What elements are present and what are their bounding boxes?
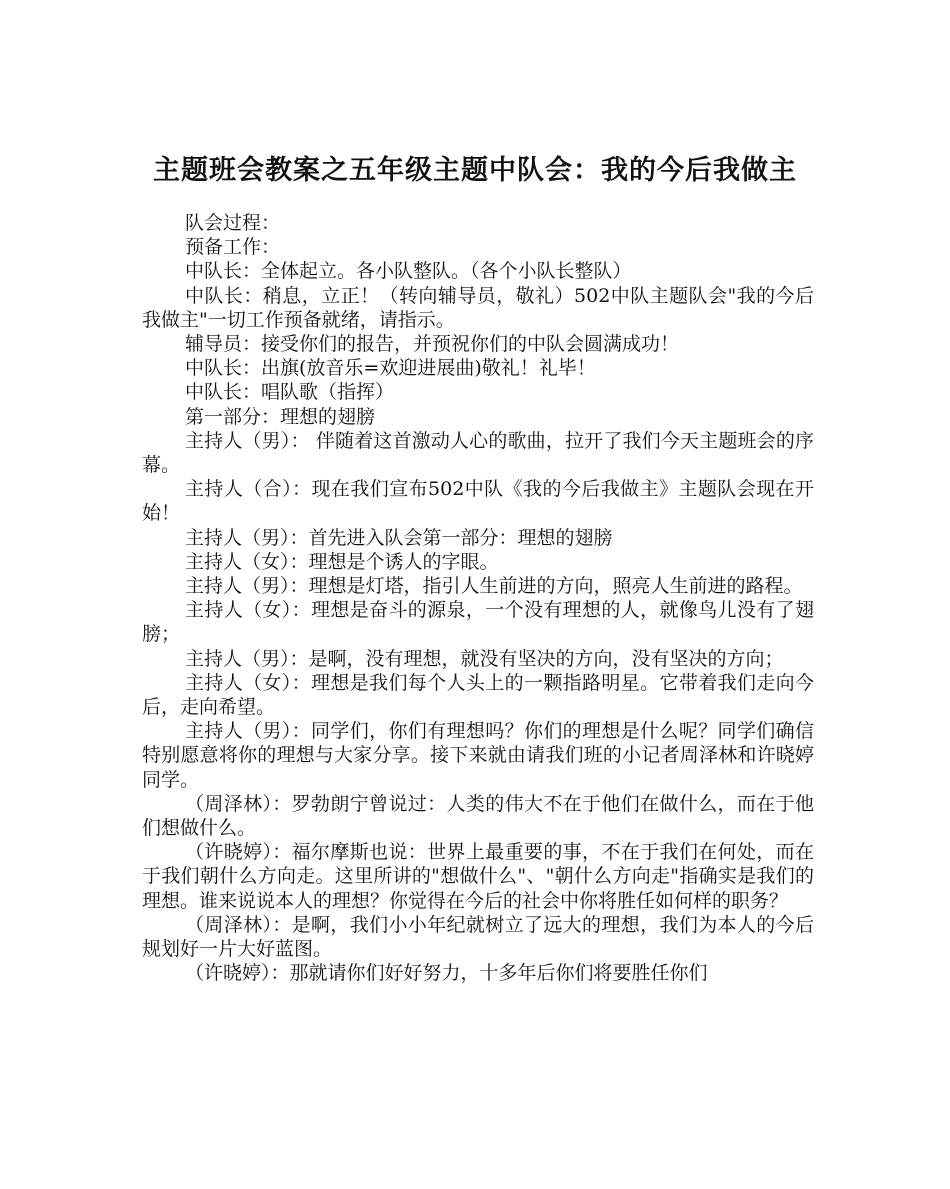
paragraph: 主持人（男）：同学们，你们有理想吗？你们的理想是什么呢？同学们确信特别愿意将你的理想与大家分享。接下来就由请我们班的小记者周泽林和许晓婷同学。 (142, 720, 814, 791)
paragraph: 主持人（男）：是啊，没有理想，就没有坚决的方向，没有坚决的方向； (185, 647, 784, 670)
paragraph: 主持人（合）：现在我们宣布502中队《我的今后我做主》主题队会现在开始！ (142, 478, 814, 525)
document-title: 主题班会教案之五年级主题中队会：我的今后我做主 (153, 155, 797, 187)
paragraph: （周泽林）：是啊，我们小小年纪就树立了远大的理想，我们为本人的今后规划好一片大好蓝图。 (142, 913, 814, 961)
paragraph: 主持人（女）：理想是个诱人的字眼。 (185, 550, 499, 573)
paragraph: 主持人（男）：首先进入队会第一部分：理想的翅膀 (185, 526, 613, 549)
paragraph: 中队长：稍息，立正！（转向辅导员，敬礼）502中队主题队会"我的今后我做主"一切工作预备就绪，请指示。 (142, 284, 814, 331)
paragraph: 主持人（男）：理想是灯塔，指引人生前进的方向，照亮人生前进的路程。 (185, 575, 803, 598)
document-body (142, 211, 814, 986)
paragraph: 预备工作： (185, 236, 281, 259)
paragraph: 中队长：出旗(放音乐=欢迎进展曲)敬礼！礼毕！ (185, 357, 596, 380)
paragraph: 辅导员：接受你们的报告，并预祝你们的中队会圆满成功！ (185, 333, 680, 356)
paragraph: 中队长：全体起立。各小队整队。（各个小队长整队） (185, 260, 632, 283)
paragraph: 主持人（女）：理想是我们每个人头上的一颗指路明星。它带着我们走向今后，走向希望。 (142, 671, 814, 719)
paragraph: 主持人（女）：理想是奋斗的源泉，一个没有理想的人，就像鸟儿没有了翅膀； (142, 599, 814, 646)
paragraph: （许晓婷）：福尔摩斯也说：世界上最重要的事，不在于我们在何处，而在于我们朝什么方向走。这里所讲的"想做什么"、"朝什么方向走"指确实是我们的理想。谁来说说本人的理想？你觉得在今后的社会中你将胜任如何样的职务？ (142, 841, 814, 912)
paragraph: （许晓婷）：那就请你们好好努力，十多年后你们将要胜任你们 (185, 962, 708, 985)
paragraph: （周泽林）：罗勃朗宁曾说过：人类的伟大不在于他们在做什么，而在于他们想做什么。 (142, 792, 814, 840)
paragraph: 主持人（男）： 伴随着这首激动人心的歌曲，拉开了我们今天主题班会的序幕。 (142, 429, 814, 477)
section-heading: 第一部分：理想的翅膀 (185, 405, 376, 428)
paragraph: 队会过程： (185, 212, 281, 234)
paragraph: 中队长：唱队歌（指挥） (185, 381, 395, 404)
